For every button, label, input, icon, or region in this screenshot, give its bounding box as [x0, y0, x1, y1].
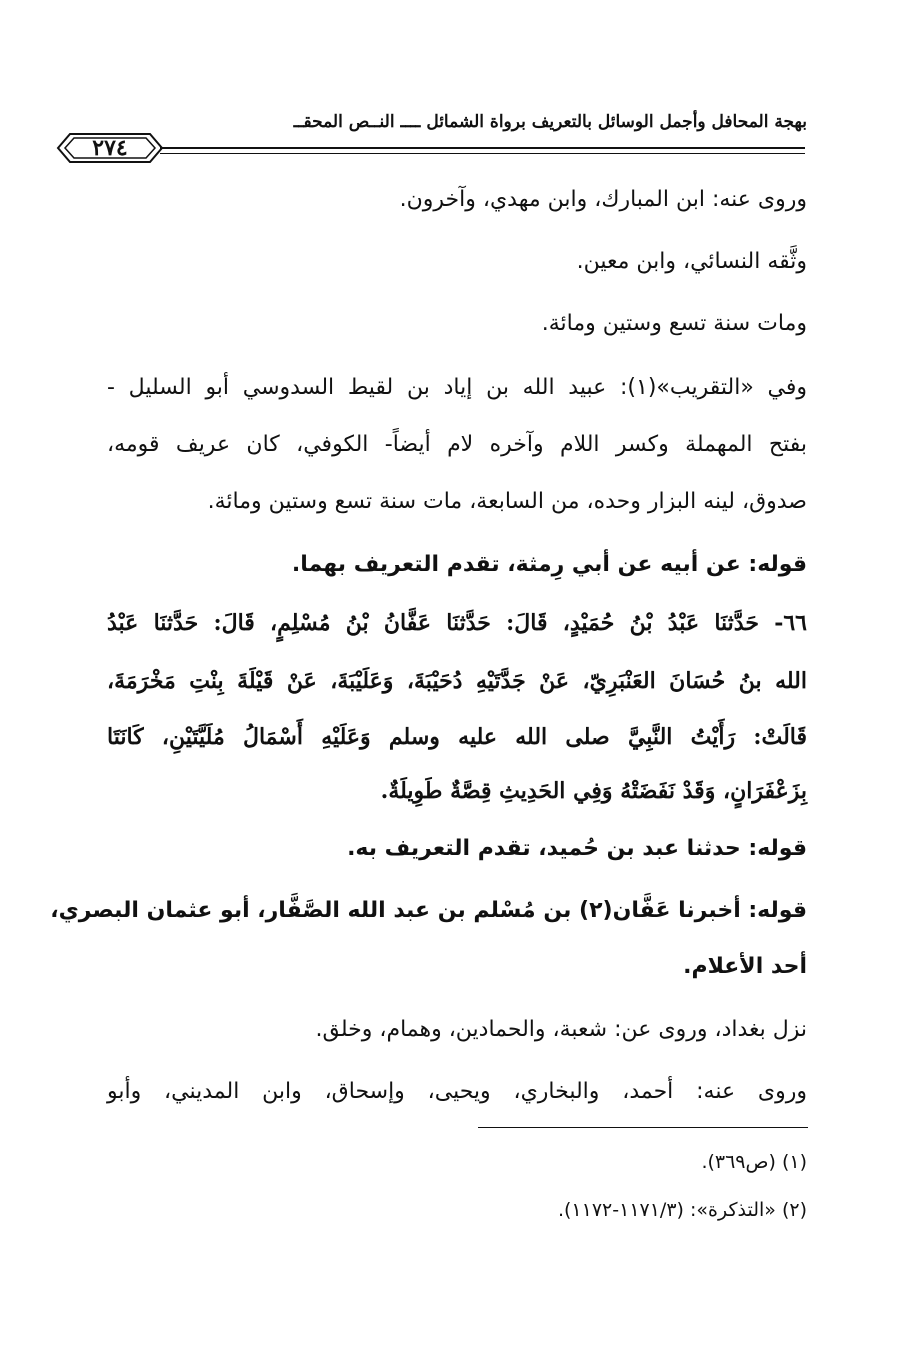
hadith-line-4: بِزَعْفَرَانٍ، وَقَدْ نَفَضَتْهُ وَفِي الحَدِيثِ قِصَّةٌ طَوِيلَةٌ.: [380, 778, 807, 804]
commentary-heading-2: قوله: حدثنا عبد بن حُميد، تقدم التعريف به.: [347, 836, 807, 861]
body-line-5: بفتح المهملة وكسر اللام وآخره لام أيضاً- الكوفي، كان عريف قومه،: [107, 432, 807, 457]
footnote-1: (١) (ص٣٦٩).: [701, 1151, 807, 1173]
hadith-line-1: ٦٦- حَدَّثنَا عَبْدُ بْنُ حُمَيْدٍ، قَالَ: حَدَّثنَا عَفَّانُ بْنُ مُسْلِمٍ، قَالَ: حَدَّثنَا عَبْدُ: [107, 610, 807, 636]
body-line-8: وروى عنه: أحمد، والبخاري، ويحيى، وإسحاق، وابن المديني، وأبو: [107, 1079, 807, 1104]
body-line-7: نزل بغداد، وروى عن: شعبة، والحمادين، وهمام، وخلق.: [315, 1017, 807, 1042]
body-line-6: صدوق، لينه البزار وحده، من السابعة، مات سنة تسع وستين ومائة.: [207, 489, 807, 514]
hadith-line-3: قَالَتْ: رَأَيْتُ النَّبِيَّ صلى الله عليه وسلم وَعَلَيْهِ أَسْمَالُ مُلَيَّتَيْنِ، كَانَتَا: [107, 724, 807, 750]
header-rule-thick: [160, 147, 805, 149]
footnote-separator: [478, 1127, 808, 1128]
running-header-title: بهجة المحافل وأجمل الوسائل بالتعريف برواة الشمائل ــــ النــص المحقــ: [293, 112, 807, 132]
body-line-4: وفي «التقريب»(١): عبيد الله بن إياد بن لقيط السدوسي أبو السليل -: [107, 375, 807, 400]
commentary-heading-3-cont: أحد الأعلام.: [683, 954, 807, 979]
body-line-3: ومات سنة تسع وستين ومائة.: [541, 311, 807, 336]
page-number-badge: [56, 128, 164, 168]
body-line-2: وثَّقه النسائي، وابن معين.: [576, 249, 807, 274]
header-rule-thin: [160, 153, 805, 154]
hadith-line-2: الله بنُ حُسَانَ العَنْبَرِيّ، عَنْ جَدَّتَيْهِ دُحَيْبَةَ، وَعَلَيْبَةَ، عَنْ قَيْلَةَ بِنْتِ مَخْرَمَةَ،: [107, 668, 807, 694]
body-line-1: وروى عنه: ابن المبارك، وابن مهدي، وآخرون.: [399, 187, 807, 212]
commentary-heading-3: قوله: أخبرنا عَفَّان(٢) بن مُسْلم بن عبد الله الصَّفَّار، أبو عثمان البصري،: [50, 898, 807, 923]
footnote-2: (٢) «التذكرة»: (١١٧١/٣-١١٧٢).: [557, 1199, 807, 1221]
page-number: ٢٧٤: [92, 135, 128, 161]
commentary-heading-1: قوله: عن أبيه عن أبي رِمثة، تقدم التعريف بهما.: [291, 552, 807, 577]
